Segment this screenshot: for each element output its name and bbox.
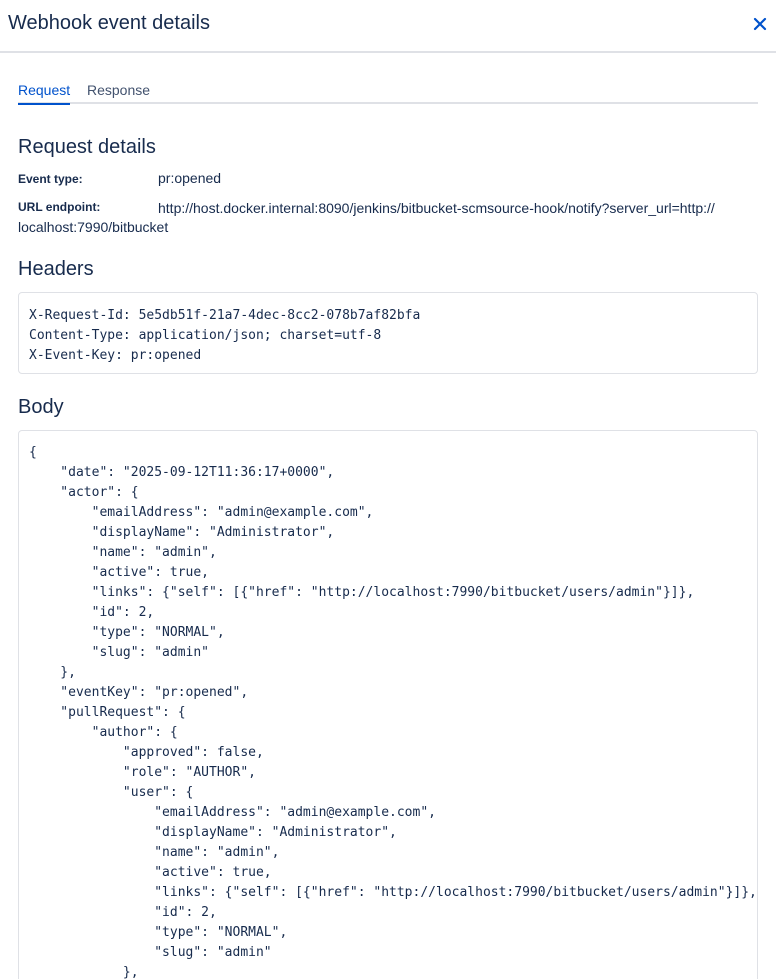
header-line: X-Event-Key: pr:opened xyxy=(29,348,202,363)
request-details-title: Request details xyxy=(18,136,156,158)
tab-bar xyxy=(18,80,758,104)
body-line: "slug": "admin" xyxy=(29,945,272,960)
body-line: "displayName": "Administrator", xyxy=(29,825,397,840)
header-line: Content-Type: application/json; charset=utf-8 xyxy=(29,328,382,343)
url-endpoint-value: http://host.docker.internal:8090/jenkins/bitbucket-scmsource-hook/notify?server_url=http:// xyxy=(158,200,715,216)
url-endpoint-value-continued: localhost:7990/bitbucket xyxy=(18,219,169,235)
body-line: }, xyxy=(29,965,139,979)
body-code-block[interactable] xyxy=(18,430,758,979)
body-line: "active": true, xyxy=(29,565,210,580)
body-line: "id": 2, xyxy=(29,605,155,620)
body-line: { xyxy=(29,445,37,460)
body-line: "type": "NORMAL", xyxy=(29,925,288,940)
body-line: "active": true, xyxy=(29,865,272,880)
body-line: "user": { xyxy=(29,785,194,800)
body-line: "actor": { xyxy=(29,485,139,500)
body-line: "role": "AUTHOR", xyxy=(29,765,256,780)
body-line: "type": "NORMAL", xyxy=(29,625,225,640)
close-button[interactable] xyxy=(748,12,772,36)
body-line: "id": 2, xyxy=(29,905,217,920)
body-line: "eventKey": "pr:opened", xyxy=(29,685,249,700)
body-line: "slug": "admin" xyxy=(29,645,210,660)
body-line: }, xyxy=(29,665,76,680)
headers-code-block xyxy=(18,292,758,374)
header-line: X-Request-Id: 5e5db51f-21a7-4dec-8cc2-078b7af82bfa xyxy=(29,308,421,323)
body-line: "approved": false, xyxy=(29,745,264,760)
body-line: "pullRequest": { xyxy=(29,705,186,720)
body-line: "links": {"self": [{"href": "http://localhost:7990/bitbucket/users/admin"}]}, xyxy=(29,585,695,600)
dialog-header xyxy=(0,0,776,53)
tab-response[interactable]: Response xyxy=(87,82,151,98)
body-title: Body xyxy=(18,396,64,418)
body-line: "author": { xyxy=(29,725,178,740)
body-line: "name": "admin", xyxy=(29,845,280,860)
body-line: "displayName": "Administrator", xyxy=(29,525,335,540)
body-line: "date": "2025-09-12T11:36:17+0000", xyxy=(29,465,335,480)
url-endpoint-label: URL endpoint: xyxy=(18,200,101,214)
dialog-title: Webhook event details xyxy=(8,12,210,34)
tab-request[interactable]: Request xyxy=(18,82,70,105)
body-line: "name": "admin", xyxy=(29,545,217,560)
close-icon xyxy=(753,17,767,31)
event-type-label: Event type: xyxy=(18,172,83,186)
headers-title: Headers xyxy=(18,258,94,280)
body-line: "links": {"self": [{"href": "http://localhost:7990/bitbucket/users/admin"}]}, xyxy=(29,885,757,900)
body-line: "emailAddress": "admin@example.com", xyxy=(29,505,374,520)
event-type-value: pr:opened xyxy=(158,170,222,186)
body-line: "emailAddress": "admin@example.com", xyxy=(29,805,436,820)
